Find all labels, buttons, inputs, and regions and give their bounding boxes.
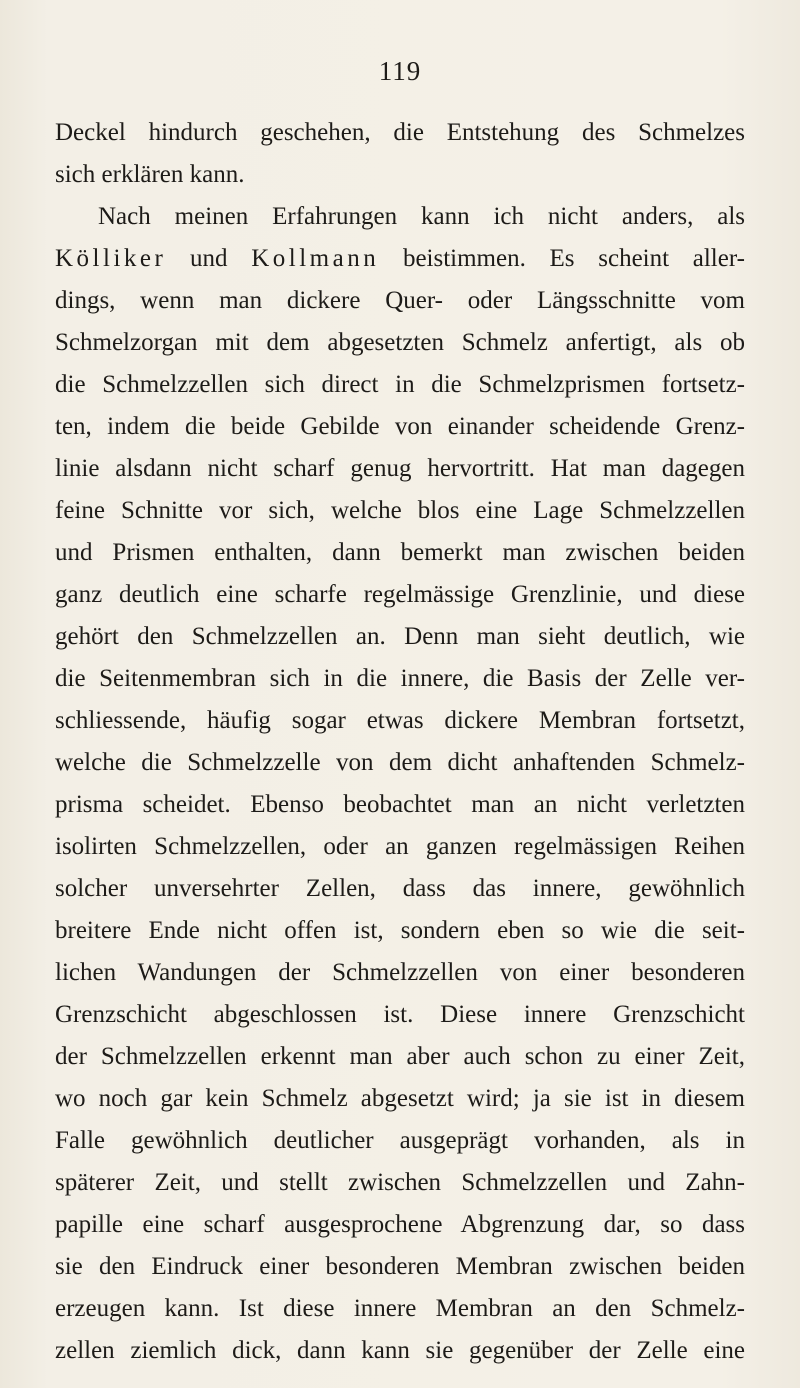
text-line: und Prismen enthalten, dann bemerkt man zwischen beiden [55, 539, 745, 566]
text-line: sie den Eindruck einer besonderen Membran zwischen beiden [55, 1253, 745, 1280]
body-text [55, 112, 745, 1372]
text-line: feine Schnitte vor sich, welche blos eine Lage Schmelzzellen [55, 497, 745, 524]
text-line: die Seitenmembran sich in die innere, die Basis der Zelle ver- [55, 665, 745, 692]
text-line: zellen ziemlich dick, dann kann sie gegenüber der Zelle eine [55, 1337, 745, 1364]
text-line: sich erklären kann. [55, 161, 245, 188]
text-line: wo noch gar kein Schmelz abgesetzt wird; ja sie ist in diesem [55, 1085, 745, 1112]
text-line: die Schmelzzellen sich direct in die Schmelzprismen fortsetz- [55, 371, 745, 398]
author-name: Kölliker [55, 245, 167, 272]
text-line: dings, wenn man dickere Quer- oder Längsschnitte vom [55, 287, 745, 314]
text-line: Deckel hindurch geschehen, die Entstehung des Schmelzes [55, 119, 745, 146]
text-line: der Schmelzzellen erkennt man aber auch schon zu einer Zeit, [55, 1043, 745, 1070]
text-line: gehört den Schmelzzellen an. Denn man sieht deutlich, wie [55, 623, 745, 650]
text-line: papille eine scharf ausgesprochene Abgrenzung dar, so dass [55, 1211, 745, 1238]
text-line-with-names: Kölliker und Kollmann beistimmen. Es scheint aller- [55, 245, 745, 272]
text-line: erzeugen kann. Ist diese innere Membran an den Schmelz- [55, 1295, 745, 1322]
text-line: Nach meinen Erfahrungen kann ich nicht anders, als [98, 203, 745, 230]
text-line: Falle gewöhnlich deutlicher ausgeprägt vorhanden, als in [55, 1127, 745, 1154]
text-line: schliessende, häufig sogar etwas dickere Membran fortsetzt, [55, 707, 745, 734]
text-line: Schmelzorgan mit dem abgesetzten Schmelz anfertigt, als ob [55, 329, 745, 356]
text-line: solcher unversehrter Zellen, dass das innere, gewöhnlich [55, 875, 745, 902]
page-number: 119 [378, 56, 422, 86]
text-line: späterer Zeit, und stellt zwischen Schmelzzellen und Zahn- [55, 1169, 745, 1196]
text-line: Grenzschicht abgeschlossen ist. Diese innere Grenzschicht [55, 1001, 745, 1028]
text-line: welche die Schmelzzelle von dem dicht anhaftenden Schmelz- [55, 749, 745, 776]
text-line: linie alsdann nicht scharf genug hervortritt. Hat man dagegen [55, 455, 745, 482]
text-line: isolirten Schmelzzellen, oder an ganzen regelmässigen Reihen [55, 833, 745, 860]
text-line: ten, indem die beide Gebilde von einander scheidende Grenz- [55, 413, 745, 440]
author-name: Kollmann [251, 245, 380, 272]
text-line: lichen Wandungen der Schmelzzellen von einer besonderen [55, 959, 745, 986]
text-line: breitere Ende nicht offen ist, sondern eben so wie die seit- [55, 917, 745, 944]
text-line: ganz deutlich eine scharfe regelmässige Grenzlinie, und diese [55, 581, 745, 608]
text-line: prisma scheidet. Ebenso beobachtet man an nicht verletzten [55, 791, 745, 818]
